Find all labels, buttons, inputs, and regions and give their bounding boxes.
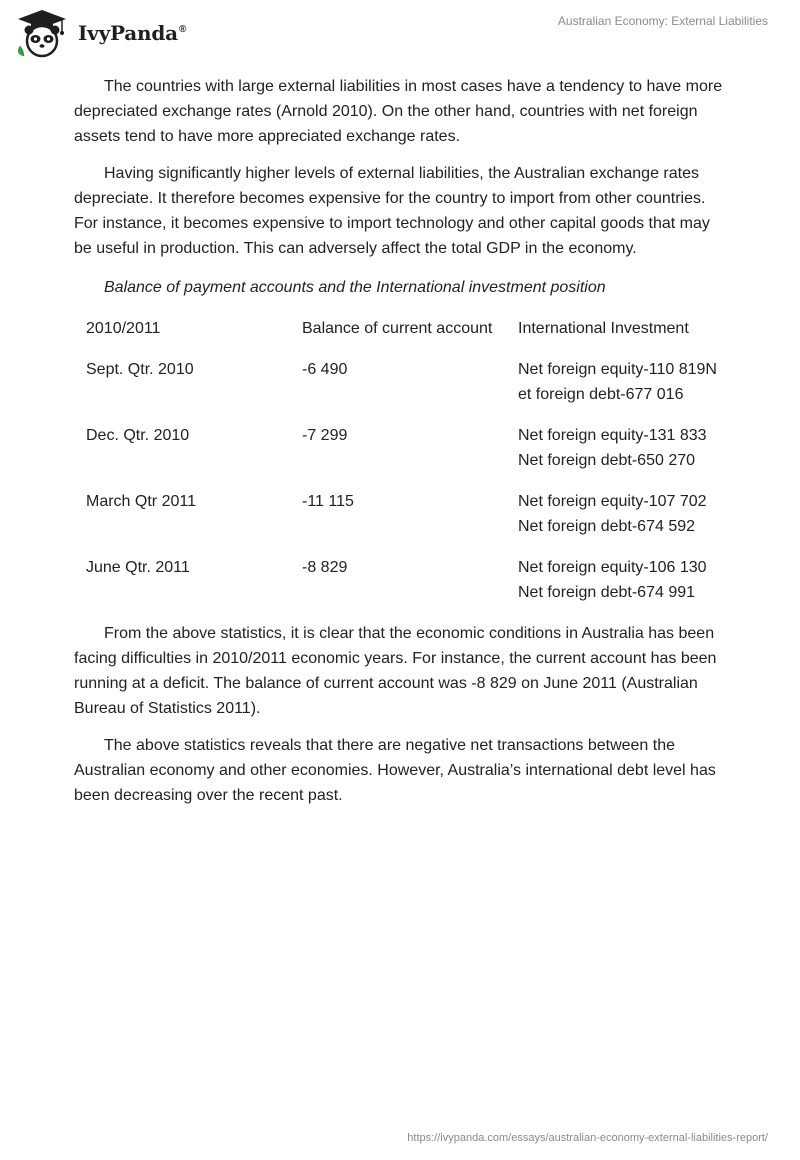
table-cell-investment: Net foreign equity-106 130Net foreign debt-674 991 (518, 559, 707, 601)
table-header-cell: Balance of current account (302, 320, 493, 337)
table-cell-balance: -11 115 (302, 493, 354, 510)
table-cell-period: March Qtr 2011 (86, 493, 196, 510)
table-row (74, 547, 730, 613)
paragraph-depreciation: Having significantly higher levels of external liabilities, the Australian exchange rates depreciate. It therefore becomes expensive for the country to import from other countries. For instance, it becomes expensive to import technology and other capital goods that may be useful in production. This can adversely affect the total GDP in the economy. (74, 165, 710, 257)
table-cell-investment: Net foreign equity-110 819Net foreign debt-677 016 (518, 361, 717, 403)
table-row (74, 481, 730, 547)
document-title: Australian Economy: External Liabilities (557, 14, 768, 28)
table-cell-period: Dec. Qtr. 2010 (86, 427, 190, 444)
table-cell-investment: Net foreign equity-131 833Net foreign debt-650 270 (518, 427, 707, 469)
registered-mark: ® (178, 24, 187, 36)
essay-content (74, 74, 730, 820)
panda-graduate-logo-icon (14, 8, 70, 58)
table-cell-period: June Qtr. 2011 (86, 559, 190, 576)
paragraph-net-transactions: The above statistics reveals that there are negative net transactions between the Australian economy and other economies. However, Australia’s international debt level has been decreasing over the recent past. (74, 737, 716, 804)
source-url[interactable]: https://ivypanda.com/essays/australian-economy-external-liabilities-report/ (407, 1132, 768, 1144)
table-header-row (74, 308, 730, 349)
bop-table (74, 308, 730, 613)
table-cell-balance: -7 299 (302, 427, 348, 444)
table-cell-balance: -8 829 (302, 559, 348, 576)
paragraph-statistics: From the above statistics, it is clear that the economic conditions in Australia has been facing difficulties in 2010/2011 economic years. For instance, the current account has been running at a deficit. The balance of current account was -8 829 on June 2011 (Australian Bureau of Statistics 2011). (74, 625, 717, 717)
logo-wordmark: IvyPanda® (78, 21, 187, 45)
ivypanda-logo[interactable] (14, 8, 194, 58)
paragraph-exchange-rates: The countries with large external liabilities in most cases have a tendency to have more depreciated exchange rates (Arnold 2010). On the other hand, countries with net foreign assets tend to have more appreciated exchange rates. (74, 78, 723, 145)
page-header (0, 0, 800, 66)
table-header-cell: 2010/2011 (86, 320, 161, 337)
table-cell-period: Sept. Qtr. 2010 (86, 361, 194, 378)
table-header-cell: International Investment (518, 320, 689, 337)
table-caption: Balance of payment accounts and the International investment position (104, 279, 606, 296)
table-cell-balance: -6 490 (302, 361, 348, 378)
table-row (74, 415, 730, 481)
table-row (74, 349, 730, 415)
table-cell-investment: Net foreign equity-107 702Net foreign debt-674 592 (518, 493, 707, 535)
